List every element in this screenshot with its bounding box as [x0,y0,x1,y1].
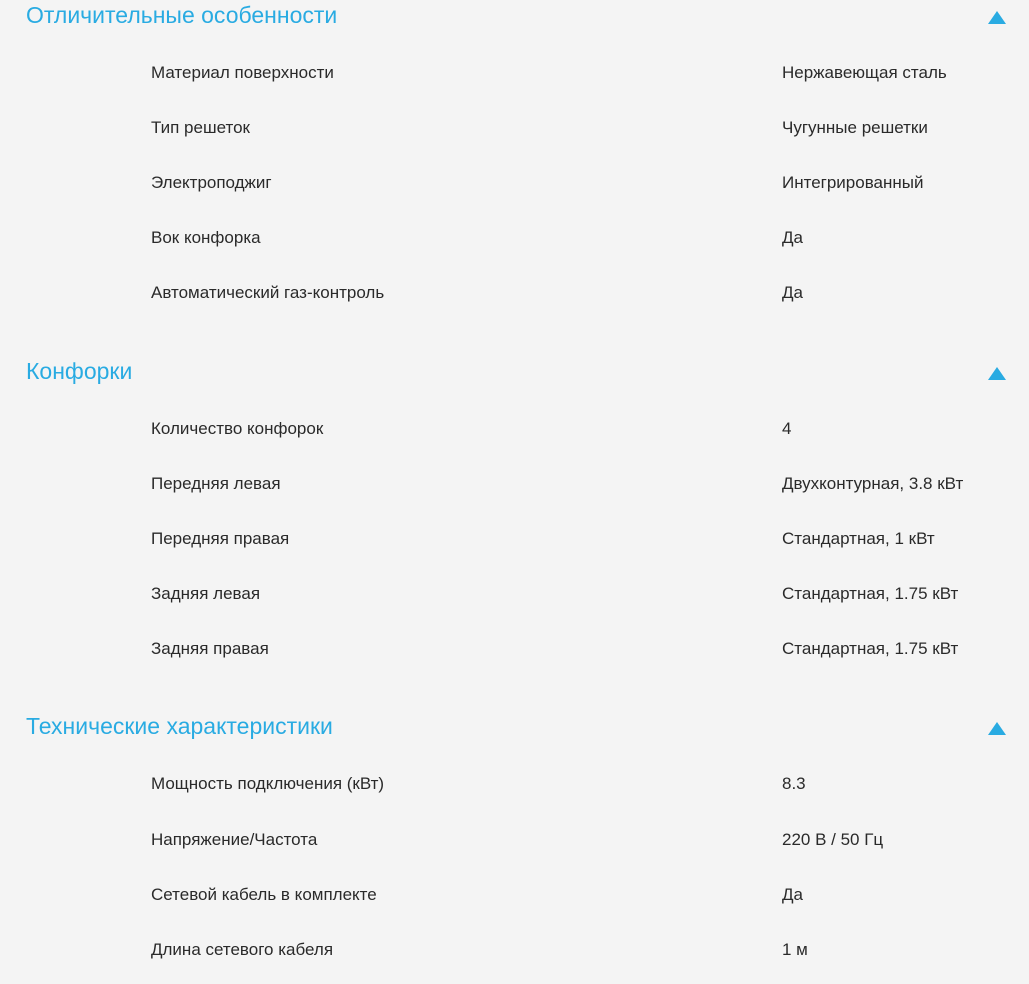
spec-label: Напряжение/Частота [151,830,318,849]
spec-row [0,58,1029,88]
section-title: Технические характеристики [26,713,333,739]
spec-value: 1 м [782,940,808,959]
spec-value: Интегрированный [782,173,924,192]
spec-row [0,278,1029,308]
spec-label: Автоматический газ-контроль [151,283,385,302]
spec-row [0,935,1029,965]
spec-label: Задняя левая [151,584,261,603]
spec-value: 220 В / 50 Гц [782,830,884,849]
collapse-arrow-up-icon[interactable] [988,367,1006,380]
spec-label: Тип решеток [151,118,250,137]
spec-row [0,634,1029,664]
section-title: Конфорки [26,358,133,384]
spec-label: Сетевой кабель в комплекте [151,885,377,904]
spec-label: Материал поверхности [151,63,334,82]
spec-label: Количество конфорок [151,419,324,438]
collapse-arrow-up-icon[interactable] [988,11,1006,24]
spec-value: Двухконтурная, 3.8 кВт [782,474,964,493]
spec-label: Электроподжиг [151,173,272,192]
section-header-burners[interactable] [0,356,1029,388]
spec-row [0,469,1029,499]
section-title: Отличительные особенности [26,2,338,28]
spec-row [0,223,1029,253]
spec-row [0,113,1029,143]
spec-row [0,524,1029,554]
spec-row [0,769,1029,799]
spec-value: 8.3 [782,774,806,793]
spec-label: Задняя правая [151,639,269,658]
spec-value: Да [782,283,803,302]
spec-value: 4 [782,419,792,438]
spec-row [0,825,1029,855]
collapse-arrow-up-icon[interactable] [988,722,1006,735]
spec-row [0,414,1029,444]
spec-value: Стандартная, 1.75 кВт [782,584,959,603]
spec-label: Передняя левая [151,474,281,493]
spec-row [0,168,1029,198]
spec-label: Вок конфорка [151,228,261,247]
spec-label: Длина сетевого кабеля [151,940,334,959]
spec-value: Да [782,228,803,247]
spec-label: Передняя правая [151,529,290,548]
spec-value: Стандартная, 1.75 кВт [782,639,959,658]
spec-value: Нержавеющая сталь [782,63,947,82]
section-header-features[interactable] [0,0,1029,32]
section-header-technical[interactable] [0,711,1029,743]
spec-row [0,880,1029,910]
spec-value: Стандартная, 1 кВт [782,529,935,548]
spec-row [0,579,1029,609]
spec-value: Чугунные решетки [782,118,928,137]
spec-value: Да [782,885,803,904]
spec-label: Мощность подключения (кВт) [151,774,385,793]
